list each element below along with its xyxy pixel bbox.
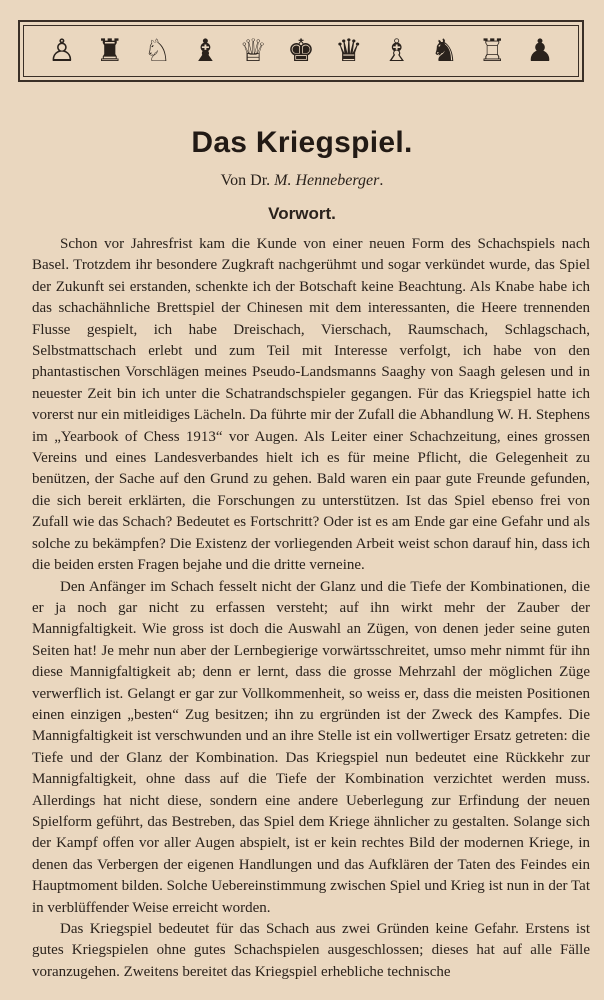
- queen-icon: ♛: [334, 32, 363, 69]
- paragraph: Das Kriegspiel bedeutet für das Schach aus zwei Gründen keine Gefahr. Erstens ist gutes Kriegspielen ohne gutes Schachspielen ausgeschlossen; dieses hat auf alle Fälle voranzugehen. Zweitens bereitet das Kriegspiel erhebliche technische: [32, 921, 590, 980]
- article-body: [32, 234, 590, 983]
- bishop-icon: ♗: [382, 32, 411, 69]
- article-byline: [0, 172, 604, 190]
- knight-icon: ♞: [430, 32, 459, 69]
- article-title: Das Kriegspiel.: [191, 126, 413, 159]
- author-name: M. Henneberger: [274, 172, 380, 189]
- pawn-icon: ♟: [526, 32, 554, 69]
- pawn-icon: ♙: [48, 32, 76, 69]
- queen-icon: ♕: [239, 32, 268, 69]
- rook-icon: ♖: [478, 32, 507, 69]
- byline-suffix: .: [379, 172, 384, 189]
- rook-icon: ♜: [95, 32, 124, 69]
- knight-icon: ♘: [143, 32, 172, 69]
- paragraph: Schon vor Jahresfrist kam die Kunde von einer neuen Form des Schachspiels nach Basel. Trotzdem ihr besondere Zugkraft nachgerühmt und sogar verkündet wurde, das Spiel der Zukunft sei erstanden, schenkte ich der Botschaft keine Beachtung. Als Knabe habe ich das schachähnliche Brettspiel der Chinesen mit dem interessanten, die Heere trennenden Flusse gespielt, ich habe Dreischach, Vierschach, Raumschach, Schlagschach, Selbstmattschach erlebt und zum Teil mit Interesse verfolgt, ich habe von den phantastischen Vorschlägen meines Pseudo-Landsmanns Saaghy von Saagh gelesen und in neuester Zeit bin ich unter die Schatrandschspieler gegangen. Für das Kriegspiel hatte ich vorerst nur ein mitleidiges Lächeln. Da führte mir der Zufall die Abhandlung W. H. Stephens im „Yearbook of Chess 1913“ vor Augen. Als Leiter einer Schachzeitung, eines grossen Vereins und eines Landesverbandes hielt ich es für meine Pflicht, die Gelegenheit zu benützen, der Sache auf den Grund zu gehen. Bald waren ein paar gute Freunde gefunden, die sich bereit erklärten, die Forschungen zu unterstützen. Ist das Spiel ebenso frei von Zufall wie das Schach? Bedeutet es Fortschritt? Oder ist es am Ende gar eine Gefahr und als solche zu bekämpfen? Die Existenz der vorliegenden Arbeit weist schon darauf hin, dass ich die beiden ersten Fragen bejahe und die dritte verneine.: [32, 236, 590, 574]
- paragraph: Den Anfänger im Schach fesselt nicht der Glanz und die Tiefe der Kombinationen, die er ja noch gar nicht zu erfassen versteht; auf ihn wirkt mehr der Zauber der Mannigfaltigkeit. Wie gross ist doch die Auswahl an Zügen, von denen jeder seine guten Seiten hat! Je mehr nun aber der Lernbegierige vorwärtsschreitet, umso mehr nimmt für ihn diese Mannigfaltigkeit ab; denn er lernt, dass die grosse Mehrzahl der möglichen Züge verwerflich ist. Gelangt er gar zur Vollkommenheit, so weiss er, dass die meisten Positionen einen einzigen „besten“ Zug besitzen; ihn zu ergründen ist der Zweck des Kampfes. Die Mannigfaltigkeit ist verschwunden und an ihre Stelle ist ein vollwertiger Ersatz getreten: die Tiefe und der Glanz der Kombination. Das Kriegspiel nun bedeutet eine Rückkehr zur Mannigfaltigkeit, ohne dass auf die Tiefe der Kombination verzichtet werden muss. Allerdings hat nicht diese, sondern eine andere Ueberlegung zur Erfindung der neuen Spielform geführt, das Bestreben, das Spiel dem Kriege ähnlicher zu gestalten. Solange sich der Kampf offen vor aller Augen abspielt, ist er kein rechtes Bild der modernen Kriege, in denen das Verbergen der eigenen Handlungen und das Aufklären der Taten des Feindes ein Hauptmoment bilden. Solche Uebereinstimmung zwischen Spiel und Krieg ist nun in der Tat in verblüffender Weise erreicht worden.: [32, 578, 590, 916]
- chess-pieces-banner: [18, 20, 584, 82]
- bishop-icon: ♝: [191, 32, 220, 69]
- section-heading: Vorwort.: [268, 204, 336, 223]
- king-icon: ♚: [287, 32, 315, 69]
- banner-inner-frame: [23, 25, 579, 77]
- byline-prefix: Von Dr.: [220, 172, 271, 189]
